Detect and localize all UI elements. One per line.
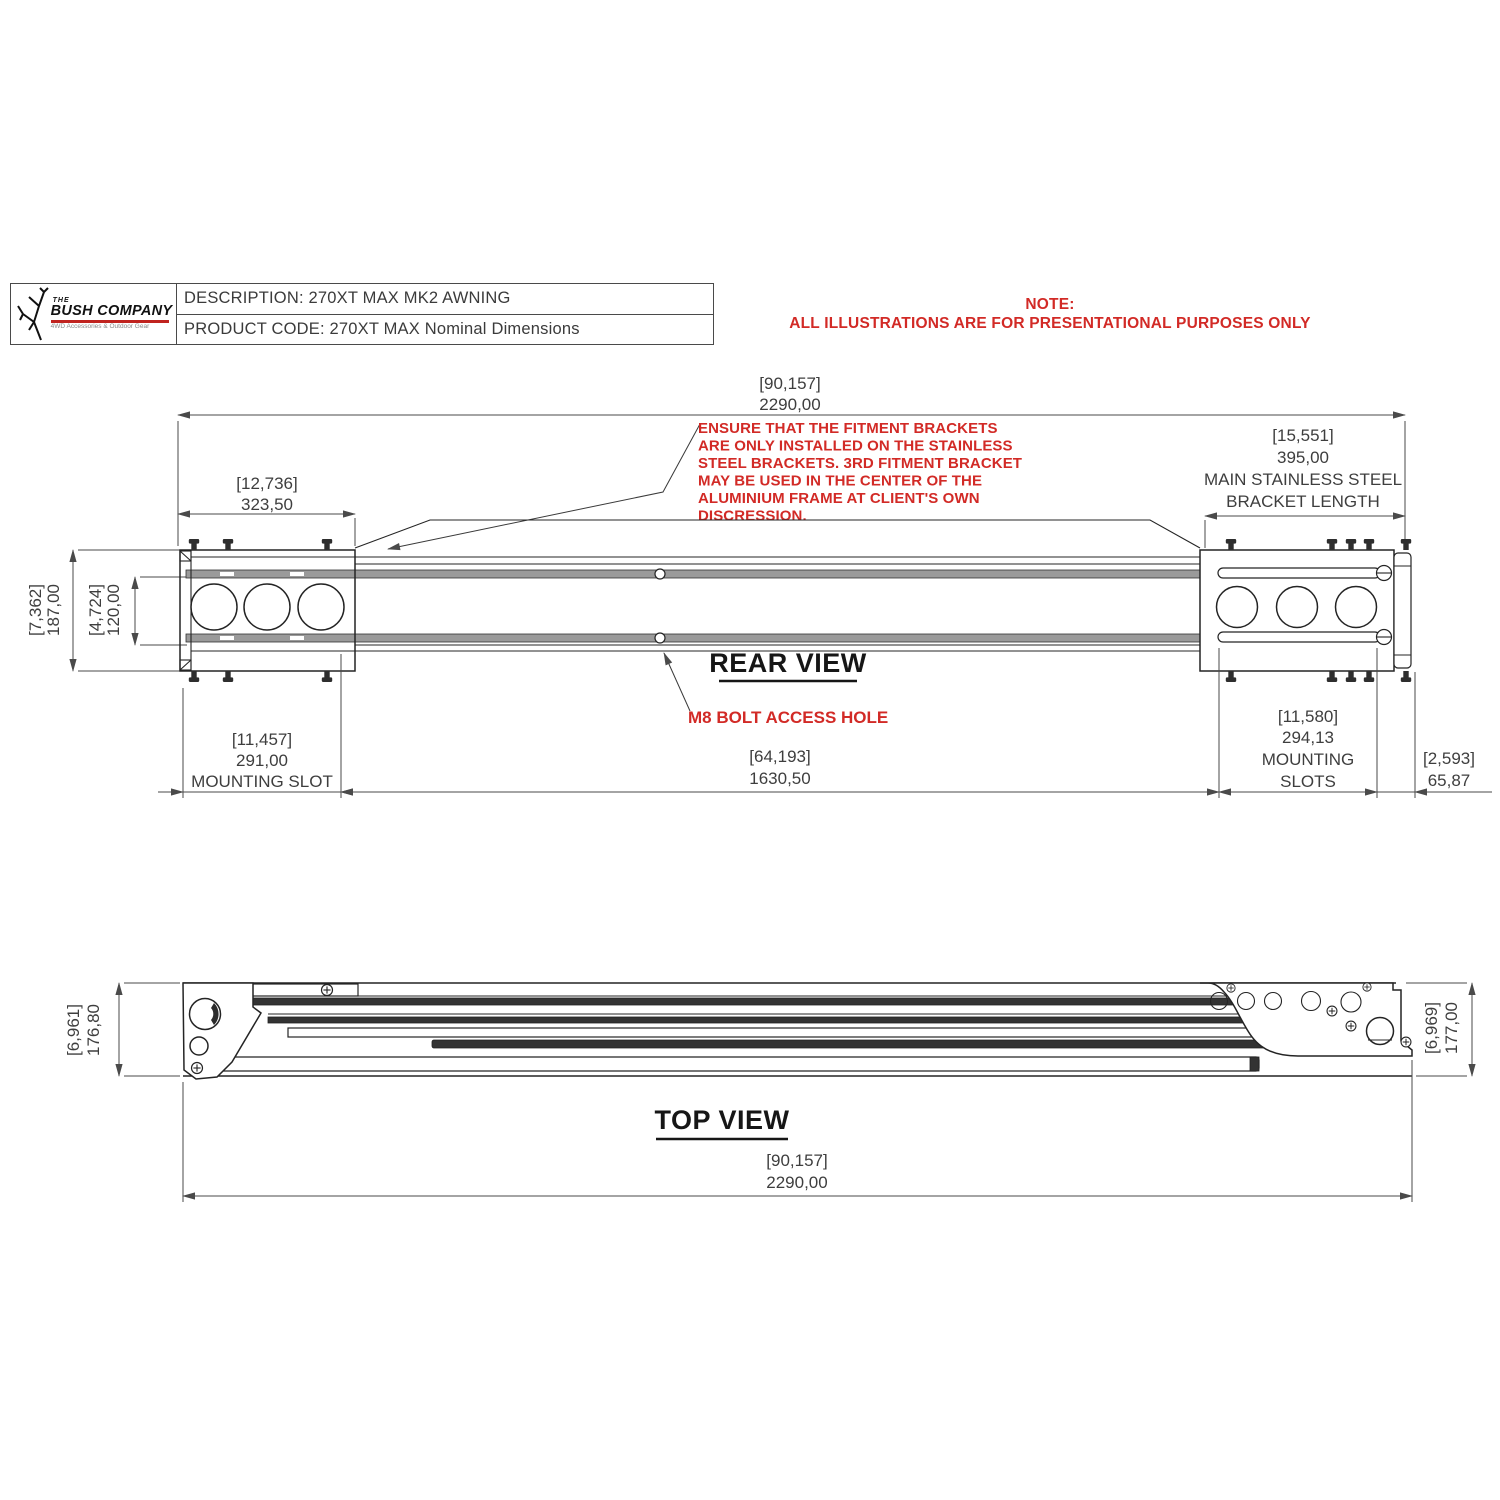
- title-block-rows: [177, 284, 713, 344]
- roller-bar-3: [288, 1028, 1310, 1037]
- note-body: ALL ILLUSTRATIONS ARE FOR PRESENTATIONAL PURPOSES ONLY: [789, 315, 1311, 332]
- warning-line-1: ENSURE THAT THE FITMENT BRACKETS: [698, 420, 998, 437]
- top-overall-inches: [90,157]: [766, 1151, 828, 1170]
- end-cap: [1394, 553, 1411, 668]
- mounting-slot-label: MOUNTING SLOT: [191, 772, 333, 791]
- roller-bar-1: [253, 998, 1310, 1005]
- rear-mainbracket-mm: 395,00: [1277, 448, 1329, 467]
- rail-screw: [322, 985, 333, 996]
- logo-company-name: BUSH COMPANY: [50, 303, 173, 320]
- warning-line-6: DISCRESSION.: [698, 507, 807, 525]
- product-code-text: PRODUCT CODE: 270XT MAX Nominal Dimensions: [184, 319, 580, 338]
- mounting-slot-inches: [11,457]: [231, 730, 293, 749]
- top-dim-left-height: [64, 983, 180, 1076]
- bottom-rail: [186, 634, 1200, 642]
- mounting-slots-mm: 294,13: [1282, 728, 1334, 747]
- plate-screw: [1327, 1006, 1337, 1016]
- top-leftheight-mm: 176,80: [84, 1004, 103, 1056]
- top-leftheight-inches: [6,961]: [64, 1004, 83, 1056]
- mounting-slots-inches: [11,580]: [1277, 707, 1339, 726]
- m8-label: M8 BOLT ACCESS HOLE: [688, 708, 889, 727]
- rear-view: [26, 374, 1492, 798]
- fitment-warning: [388, 420, 1022, 549]
- top-view-title: [654, 1105, 789, 1139]
- top-view-title-text: TOP VIEW: [654, 1105, 790, 1135]
- rear-mainbracket-label2: BRACKET LENGTH: [1226, 492, 1380, 511]
- warning-line-3: STEEL BRACKETS. 3RD FITMENT BRACKET: [698, 455, 1023, 472]
- left-bracket-hole: [244, 584, 290, 630]
- presentation-note: [788, 295, 1312, 333]
- right-bracket-hole: [1336, 587, 1377, 628]
- rear-leftbracket-inches: [12,736]: [236, 474, 298, 493]
- rear-dim-main-bracket: [1204, 426, 1405, 548]
- m8-access-hole-bottom: [655, 633, 665, 643]
- rear-leftbracket-mm: 323,50: [241, 495, 293, 514]
- rear-height-inches: [7,362]: [26, 584, 45, 636]
- company-logo: [11, 284, 177, 344]
- left-bracket-hole: [191, 584, 237, 630]
- logo-text: [51, 297, 173, 331]
- rear-overall-inches: [90,157]: [759, 374, 821, 393]
- center-span-inches: [64,193]: [749, 747, 811, 766]
- mounting-slots-label2: SLOTS: [1280, 772, 1336, 791]
- right-bracket-slot-top: [1218, 568, 1380, 578]
- top-dim-right-height: [1406, 983, 1472, 1076]
- title-block: [10, 283, 714, 345]
- rear-mainbracket-label1: MAIN STAINLESS STEEL: [1203, 470, 1403, 489]
- right-bracket-hole: [1217, 587, 1258, 628]
- description-text: DESCRIPTION: 270XT MAX MK2 AWNING: [184, 289, 511, 308]
- plate-screw: [1346, 1021, 1356, 1031]
- end-offset-mm: 65,87: [1427, 771, 1471, 790]
- rear-innerheight-inches: [4,724]: [86, 584, 105, 636]
- roller-bar-4: [432, 1040, 1312, 1048]
- plate-screw: [1227, 984, 1235, 992]
- left-bracket-hole: [298, 584, 344, 630]
- rear-overall-mm: 2290,00: [759, 395, 821, 414]
- awning-body-rear: [186, 520, 1200, 651]
- mounting-slots-label1: MOUNTING: [1261, 750, 1355, 769]
- right-bracket-slot-bottom: [1218, 632, 1380, 642]
- logo-tagline: 4WD Accessories & Outdoor Gear: [50, 323, 150, 331]
- plate-screw: [192, 1063, 203, 1074]
- rear-dim-left-bracket: [178, 474, 355, 546]
- warning-line-2: ARE ONLY INSTALLED ON THE STAINLESS: [698, 437, 1013, 455]
- rear-dim-inner-height: [86, 577, 187, 645]
- mounting-slot-mm: 291,00: [236, 751, 288, 770]
- top-view: [64, 983, 1472, 1202]
- right-bracket: [1200, 539, 1411, 682]
- end-offset-inches: [2,593]: [1423, 749, 1475, 768]
- top-overall-mm: 2290,00: [766, 1173, 828, 1192]
- plate-screw: [1363, 983, 1371, 991]
- rear-height-mm: 187,00: [44, 584, 63, 636]
- rear-mainbracket-inches: [15,551]: [1272, 426, 1334, 445]
- top-dim-overall: [183, 1060, 1412, 1202]
- slot-screw: [1377, 566, 1392, 581]
- description-row: [177, 284, 713, 315]
- left-bracket: [180, 539, 355, 682]
- top-rightheight-mm: 177,00: [1442, 1002, 1461, 1054]
- right-bracket-hole: [1277, 587, 1318, 628]
- antler-icon: [15, 286, 49, 342]
- top-rightheight-inches: [6,969]: [1422, 1002, 1441, 1054]
- rear-view-title: [709, 648, 867, 681]
- roller-bar-2: [268, 1017, 1310, 1023]
- plate-screw: [1401, 1037, 1411, 1047]
- note-title: NOTE:: [1025, 296, 1075, 313]
- slot-screw: [1377, 630, 1392, 645]
- product-code-row: [177, 315, 713, 345]
- rear-innerheight-mm: 120,00: [104, 584, 123, 636]
- rear-view-title-text: REAR VIEW: [709, 648, 867, 678]
- center-span-mm: 1630,50: [749, 769, 811, 788]
- top-rail: [186, 570, 1200, 578]
- warning-line-4: MAY BE USED IN THE CENTER OF THE: [698, 472, 983, 490]
- warning-line-5: ALUMINIUM FRAME AT CLIENT'S OWN: [698, 490, 980, 507]
- m8-access-hole-top: [655, 569, 665, 579]
- fabric-roll: [207, 1057, 1259, 1071]
- logo-the: THE: [52, 296, 70, 304]
